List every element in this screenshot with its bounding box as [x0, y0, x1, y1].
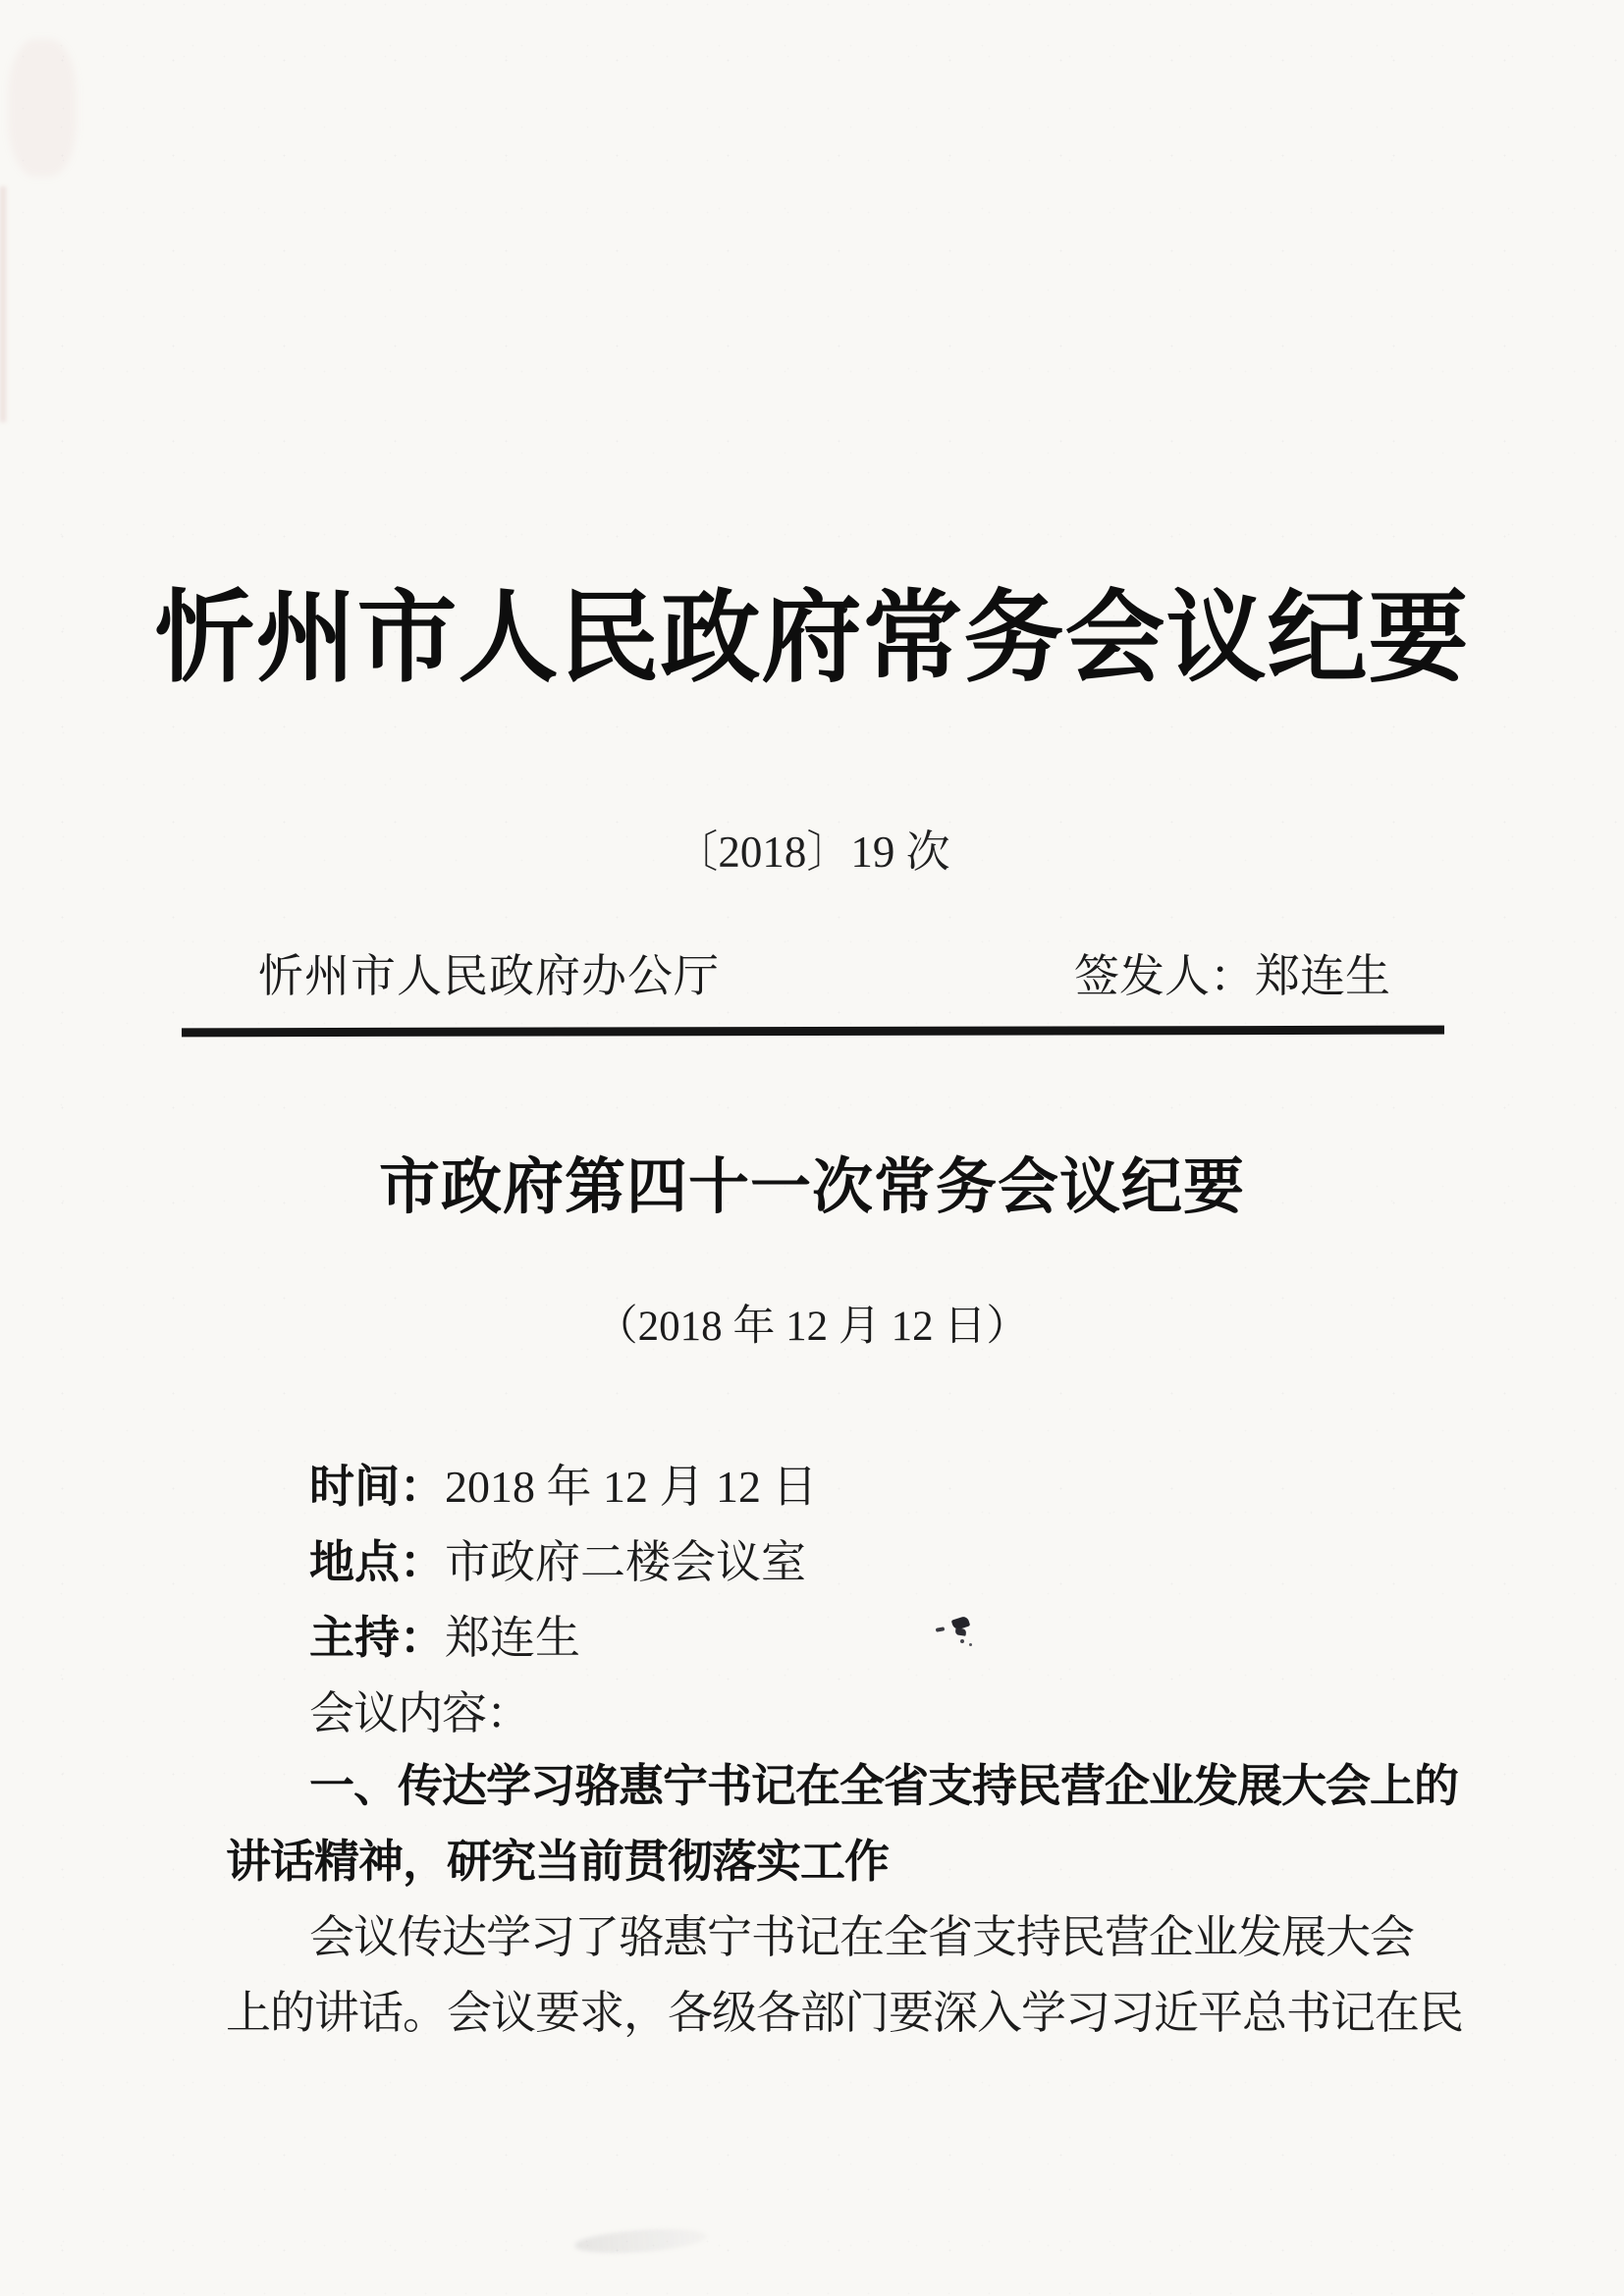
place-label: 地点：: [309, 1536, 445, 1587]
ink-mark-artifact: [955, 1628, 967, 1635]
meeting-heading: 市政府第四十一次常务会议纪要: [378, 1154, 1245, 1221]
ink-dot-artifact: [969, 1643, 972, 1646]
host-label: 主持：: [309, 1612, 445, 1663]
time-value: 2018 年 12 月 12 日: [445, 1462, 818, 1512]
content-label-line: 会议内容：: [309, 1688, 530, 1738]
scan-smudge-artifact: [573, 2225, 707, 2256]
ink-dash-artifact: [936, 1627, 946, 1632]
ink-dot-artifact: [960, 1639, 964, 1643]
info-line-place: [309, 1538, 806, 1587]
signer-name: 郑连生: [1255, 951, 1390, 1001]
header-divider-rule: [182, 1026, 1444, 1038]
body-paragraph-line-2: 上的讲话。会议要求，各级各部门要深入学习习近平总书记在民: [226, 1988, 1463, 2038]
signer-label: 签发人：: [1074, 951, 1255, 1001]
body-paragraph-line-1: 会议传达学习了骆惠宁书记在全省支持民营企业发展大会: [309, 1912, 1414, 1962]
scan-edge-artifact: [0, 187, 6, 422]
scan-smudge-artifact: [8, 39, 77, 177]
info-line-time: [309, 1463, 818, 1512]
place-value: 市政府二楼会议室: [445, 1537, 806, 1587]
info-line-host: [309, 1614, 580, 1663]
agenda-item-line-2: 讲话精神，研究当前贯彻落实工作: [226, 1836, 889, 1887]
document-main-title: 忻州市人民政府常务会议纪要: [154, 584, 1470, 695]
agenda-item-line-1: 一、传达学习骆惠宁书记在全省支持民营企业发展大会上的: [309, 1760, 1458, 1811]
issuing-office: 忻州市人民政府办公厅: [258, 951, 720, 1001]
meeting-date: （2018 年 12 月 12 日）: [595, 1304, 1029, 1350]
time-label: 时间：: [309, 1461, 445, 1512]
session-number: 〔2018〕19 次: [674, 828, 950, 877]
signer-line: [1074, 951, 1390, 1001]
host-value: 郑连生: [445, 1613, 580, 1663]
